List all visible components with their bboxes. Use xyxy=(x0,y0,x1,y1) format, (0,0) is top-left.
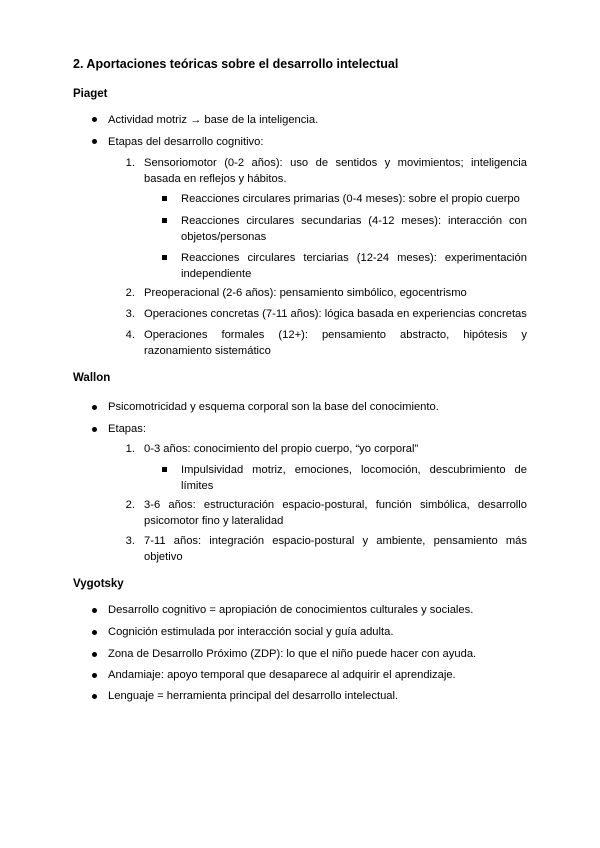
list-item: Psicomotricidad y esquema corporal son la base del conocimiento. xyxy=(108,401,439,413)
list-number: 1. xyxy=(125,443,135,455)
list-item: 0-3 años: conocimiento del propio cuerpo, “yo corporal” xyxy=(144,443,419,455)
list-item: 7-11 años: integración espacio-postural y ambiente, pensamiento más objetivo xyxy=(144,535,527,563)
list-item: Desarrollo cognitivo = apropiación de conocimientos culturales y sociales. xyxy=(108,604,474,616)
list-item: 3-6 años: estructuración espacio-postural, función simbólica, desarrollo psicomotor fino y lateralidad xyxy=(144,499,527,527)
heading-piaget: Piaget xyxy=(73,88,108,100)
bullet-dot xyxy=(92,405,97,410)
heading-wallon: Wallon xyxy=(73,372,111,384)
list-number: 3. xyxy=(125,535,135,547)
square-bullet xyxy=(162,255,167,260)
square-bullet xyxy=(162,196,167,201)
list-item: Reacciones circulares secundarias (4-12 meses): interacción con objetos/personas xyxy=(181,215,527,243)
bullet-dot xyxy=(92,139,97,144)
square-bullet xyxy=(162,467,167,472)
list-item: Etapas del desarrollo cognitivo: xyxy=(108,136,264,148)
bullet-dot xyxy=(92,630,97,635)
list-number: 4. xyxy=(125,329,135,341)
bullet-dot xyxy=(92,608,97,613)
list-number: 2. xyxy=(125,287,135,299)
list-item: Reacciones circulares primarias (0-4 meses): sobre el propio cuerpo xyxy=(181,193,520,205)
list-item: Actividad motriz → base de la inteligencia. xyxy=(108,114,319,126)
list-item: Sensoriomotor (0-2 años): uso de sentidos y movimientos; inteligencia basada en reflejos y hábitos. xyxy=(144,157,527,185)
bullet-dot xyxy=(92,673,97,678)
heading-vygotsky: Vygotsky xyxy=(73,578,124,590)
list-item: Cognición estimulada por interacción social y guía adulta. xyxy=(108,626,394,638)
list-item: Preoperacional (2-6 años): pensamiento simbólico, egocentrismo xyxy=(144,287,467,299)
bullet-dot xyxy=(92,427,97,432)
square-bullet xyxy=(162,218,167,223)
list-item: Operaciones formales (12+): pensamiento abstracto, hipótesis y razonamiento sistemático xyxy=(144,329,527,357)
section-title: 2. Aportaciones teóricas sobre el desarrollo intelectual xyxy=(73,57,399,71)
bullet-dot xyxy=(92,652,97,657)
list-number: 1. xyxy=(125,157,135,169)
list-item: Impulsividad motriz, emociones, locomoción, descubrimiento de límites xyxy=(181,464,527,492)
list-item: Reacciones circulares terciarias (12-24 meses): experimentación independiente xyxy=(181,252,527,280)
list-item: Lenguaje = herramienta principal del desarrollo intelectual. xyxy=(108,690,399,702)
list-item: Zona de Desarrollo Próximo (ZDP): lo que el niño puede hacer con ayuda. xyxy=(108,648,477,660)
list-item: Andamiaje: apoyo temporal que desaparece al adquirir el aprendizaje. xyxy=(108,669,456,681)
bullet-dot xyxy=(92,694,97,699)
list-item: Etapas: xyxy=(108,423,146,435)
list-item: Operaciones concretas (7-11 años): lógica basada en experiencias concretas xyxy=(144,308,527,320)
bullet-dot xyxy=(92,117,97,122)
list-number: 2. xyxy=(125,499,135,511)
list-number: 3. xyxy=(125,308,135,320)
